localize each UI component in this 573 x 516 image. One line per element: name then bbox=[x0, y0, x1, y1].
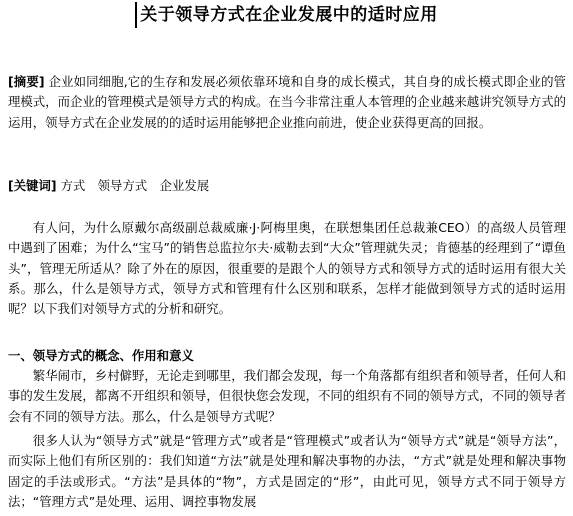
keywords-tag: [关键词] bbox=[8, 178, 57, 193]
intro-paragraph: 有人问，为什么原戴尔高级副总裁威廉·J·阿梅里奥，在联想集团任总裁兼CEO）的高级人员管理中遇到了困难；为什么“宝马”的销售总监拉尔夫·威勒去到“大众”管理就失灵；肯德基的经理到了“谭鱼头”，管理无所适从？除了外在的原因，很重要的是跟个人的领导方式和领导方式的适时运用有很大关系。那么，什么是领导方式，领导方式和管理有什么区别和联系，怎样才能做到领导方式的适时运用呢？以下我们对领导方式的分析和研究。 bbox=[8, 220, 566, 317]
section-heading: 一、领导方式的概念、作用和意义 bbox=[8, 348, 194, 363]
abstract-tag: [摘要] bbox=[8, 74, 45, 89]
section-paragraph-1: 繁华闹市，乡村僻野，无论走到哪里，我们都会发现，每一个角落都有组织者和领导者，任何人和事的发生发展，都离不开组织和领导，但很快您会发现，不同的组织有不同的领导方式，不同的领导者会有不同的领导方法。那么，什么是领导方式呢？ bbox=[8, 368, 566, 424]
abstract-paragraph bbox=[8, 72, 566, 133]
keywords-text: 方式 领导方式 企业发展 bbox=[60, 178, 210, 193]
keywords-line bbox=[8, 176, 566, 196]
section-paragraph-2: 很多人认为“领导方式”就是“管理方式”或者是“管理模式”或者认为“领导方式”就是“领导方法”，而实际上他们有所区别的：我们知道“方法”就是处理和解决事物的办法，“方式”就是处理和解决事物固定的手法或形式。“方法”是具体的“物”，方式是固定的“形”，由此可见，领导方式不同于领导方法；“管理方式”是处理、运用、调控事物发展 bbox=[8, 433, 566, 509]
document-title: 关于领导方式在企业发展中的适时应用 bbox=[135, 2, 438, 28]
abstract-text: 企业如同细胞,它的生存和发展必须依靠环境和自身的成长模式，其自身的成长模式即企业的管理模式，而企业的管理模式是领导方式的构成。在当今非常注重人本管理的企业越来越讲究领导方式的运用，领导方式在企业发展的的适时运用能够把企业推向前进，使企业获得更高的回报。 bbox=[8, 74, 566, 130]
title-area bbox=[0, 2, 573, 28]
